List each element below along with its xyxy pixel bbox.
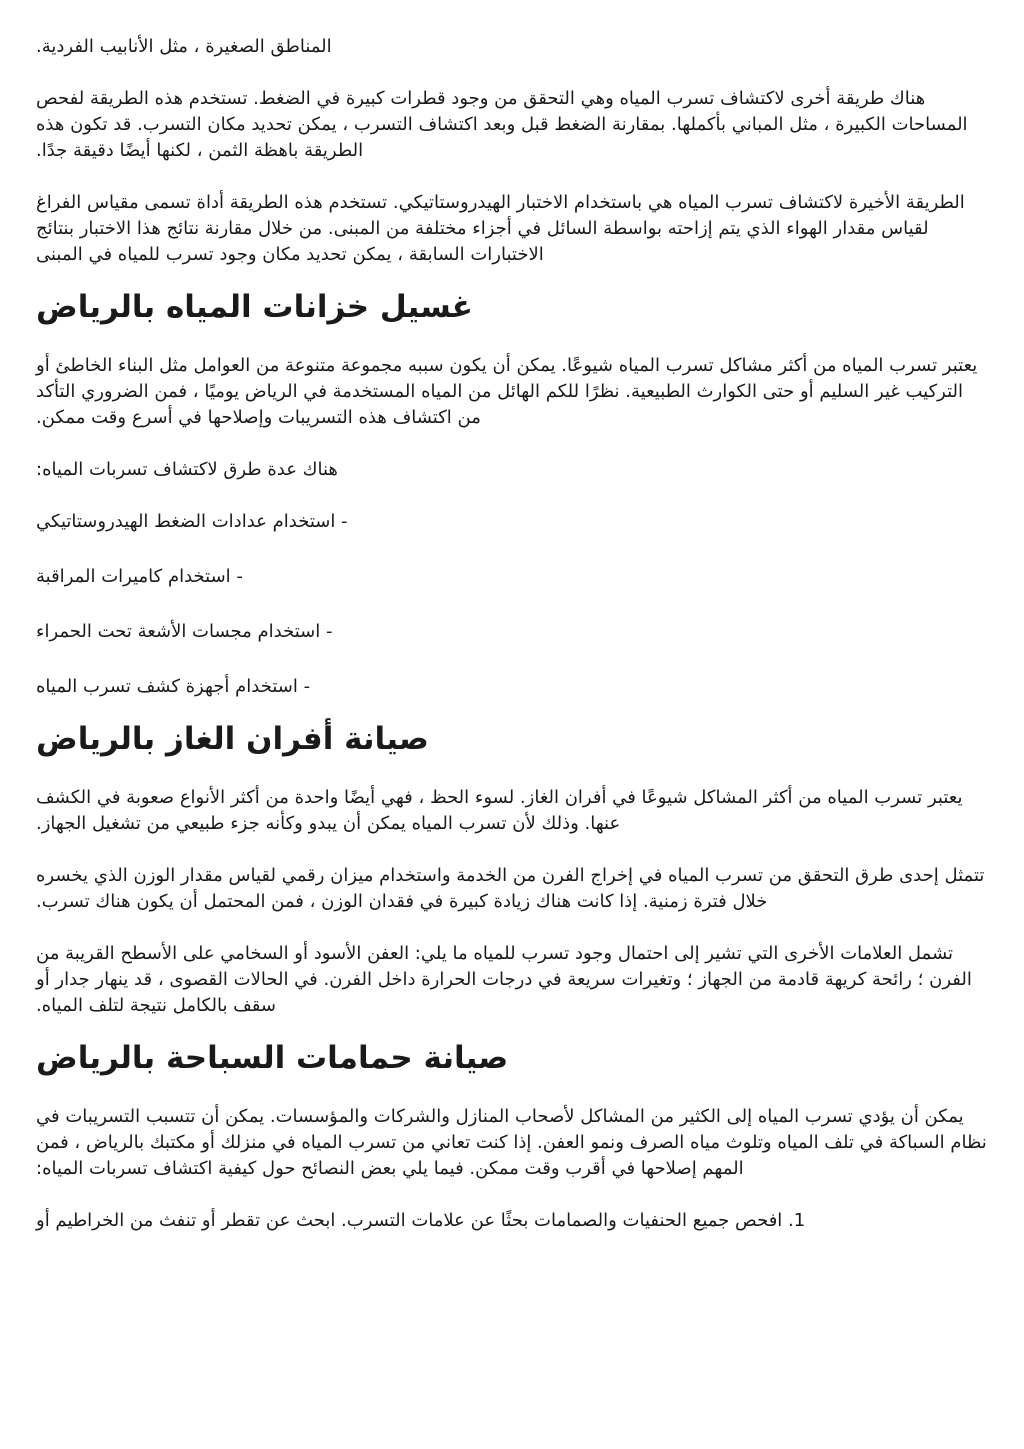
paragraph-pressure-method: هناك طريقة أخرى لاكتشاف تسرب المياه وهي التحقق من وجود قطرات كبيرة في الضغط. تستخدم هذه الطريقة لفحص المساحات الكبيرة ، مثل المباني بأكملها. بمقارنة الضغط قبل وبعد اكتشاف التسرب ، يمكن تحديد مكان التسرب. قد تكون هذه الطريقة باهظة الثمن ، لكنها أيضًا دقيقة جدًا. [36, 88, 968, 161]
paragraph-tip-1: 1. افحص جميع الحنفيات والصمامات بحثًا عن علامات التسرب. ابحث عن تقطر أو تنفث من الخراطيم أو [36, 1210, 806, 1231]
list-item: - استخدام كاميرات المراقبة [36, 566, 243, 587]
list-item: - استخدام أجهزة كشف تسرب المياه [36, 676, 311, 697]
paragraph-pool-leaks: يمكن أن يؤدي تسرب المياه إلى الكثير من المشاكل لأصحاب المنازل والشركات والمؤسسات. يمكن أن تتسبب التسريبات في نظام السباكة في تلف المياه وتلوث مياه الصرف ونمو العفن. إذا كنت تعاني من تسرب المياه في منزلك أو مكتبك بالرياض ، فمن المهم إصلاحها في أقرب وقت ممكن. فيما يلي بعض النصائح حول كيفية اكتشاف تسربات المياه: [36, 1106, 987, 1179]
list-item: - استخدام مجسات الأشعة تحت الحمراء [36, 621, 333, 642]
paragraph-oven-leaks: يعتبر تسرب المياه من أكثر المشاكل شيوعًا في أفران الغاز. لسوء الحظ ، فهي أيضًا واحدة من أكثر الأنواع صعوبة في الكشف عنها. وذلك لأن تسرب المياه يمكن أن يبدو وكأنه جزء طبيعي من تشغيل الجهاز. [36, 787, 963, 834]
paragraph-oven-signs: تشمل العلامات الأخرى التي تشير إلى احتمال وجود تسرب للمياه ما يلي: العفن الأسود أو السخامي على الأسطح القريبة من الفرن ؛ رائحة كريهة قادمة من الجهاز ؛ وتغيرات سريعة في درجات الحرارة داخل الفرن. في الحالات القصوى ، قد ينهار جدار أو سقف بالكامل نتيجة لتلف المياه. [36, 943, 972, 1016]
paragraph-hydrostatic-method: الطريقة الأخيرة لاكتشاف تسرب المياه هي باستخدام الاختبار الهيدروستاتيكي. تستخدم هذه الطريقة أداة تسمى مقياس الفراغ لقياس مقدار الهواء الذي يتم إزاحته بواسطة السائل في أجزاء مختلفة من المبنى. من خلال مقارنة نتائج هذا الاختبار بنتائج الاختبارات السابقة ، يمكن تحديد مكان وجود تسرب للمياه في المبنى [36, 192, 965, 265]
list-item: - استخدام عدادات الضغط الهيدروستاتيكي [36, 511, 348, 532]
paragraph-intro-fragment: المناطق الصغيرة ، مثل الأنابيب الفردية. [36, 36, 332, 57]
heading-gas-oven-maintenance: صيانة أفران الغاز بالرياض [36, 721, 429, 757]
heading-pool-maintenance: صيانة حمامات السباحة بالرياض [36, 1040, 509, 1076]
paragraph-oven-weight-check: تتمثل إحدى طرق التحقق من تسرب المياه في إخراج الفرن من الخدمة واستخدام ميزان رقمي لقياس مقدار الوزن الذي يخسره خلال فترة زمنية. إذا كانت هناك زيادة كبيرة في فقدان الوزن ، فمن المحتمل أن يكون هناك تسرب. [36, 865, 985, 912]
paragraph-leak-causes: يعتبر تسرب المياه من أكثر مشاكل تسرب المياه شيوعًا. يمكن أن يكون سببه مجموعة متنوعة من العوامل مثل البناء الخاطئ أو التركيب غير السليم أو حتى الكوارث الطبيعية. نظرًا للكم الهائل من المياه المستخدمة في الرياض يوميًا ، فمن الضروري التأكد من اكتشاف هذه التسريبات وإصلاحها في أسرع وقت ممكن. [36, 355, 978, 428]
heading-tank-cleaning: غسيل خزانات المياه بالرياض [36, 289, 473, 325]
paragraph-detection-methods-intro: هناك عدة طرق لاكتشاف تسربات المياه: [36, 459, 338, 480]
